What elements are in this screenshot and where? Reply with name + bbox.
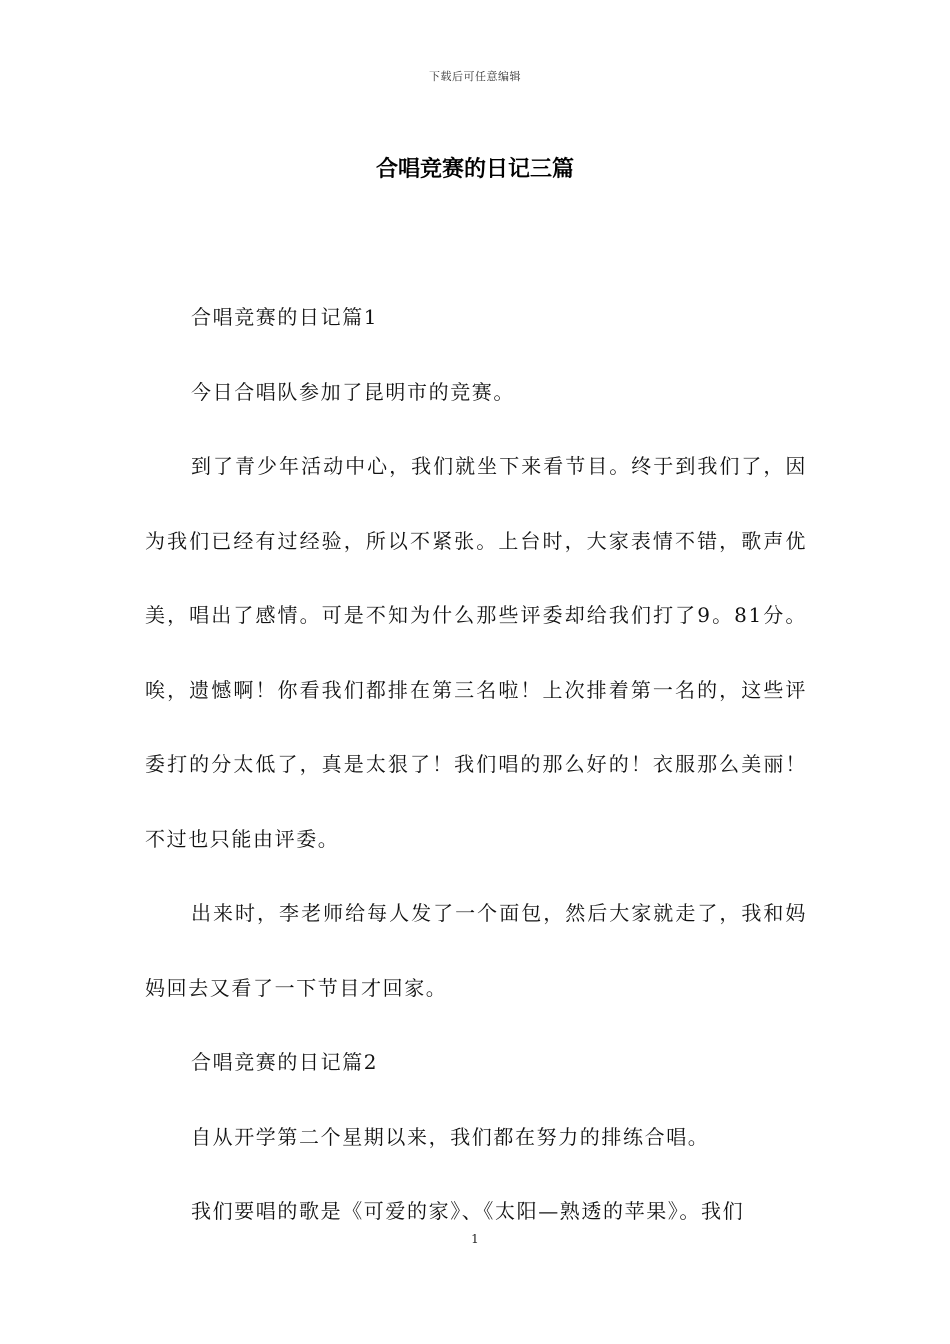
document-title: 合唱竞赛的日记三篇 (375, 157, 574, 182)
document-body (145, 280, 807, 1249)
paragraph: 我们要唱的歌是《可爱的家》、《太阳—熟透的苹果》。我们 (191, 1199, 745, 1223)
page-number: 1 (471, 1232, 479, 1246)
paragraph: 出来时，李老师给每人发了一个面包，然后大家就走了，我和妈妈回去又看了一下节目才回家。 (145, 901, 807, 1000)
paragraph: 今日合唱队参加了昆明市的竞赛。 (191, 379, 515, 404)
paragraph: 到了青少年活动中心，我们就坐下来看节目。终于到我们了，因为我们已经有过经验，所以不紧张。上台时，大家表情不错，歌声优美，唱出了感情。可是不知为什么那些评委却给我们打了9。81分。唉，遗憾啊！你看我们都排在第三名啦！上次排着第一名的，这些评委打的分太低了，真是太狠了！我们唱的那么好的！衣服那么美丽！不过也只能由评委。 (145, 454, 807, 851)
header-note: 下载后可任意编辑 (429, 70, 521, 83)
section-heading-1: 合唱竞赛的日记篇1 (191, 305, 379, 329)
paragraph: 自从开学第二个星期以来，我们都在努力的排练合唱。 (191, 1124, 710, 1149)
section-heading-2: 合唱竞赛的日记篇2 (191, 1050, 379, 1074)
